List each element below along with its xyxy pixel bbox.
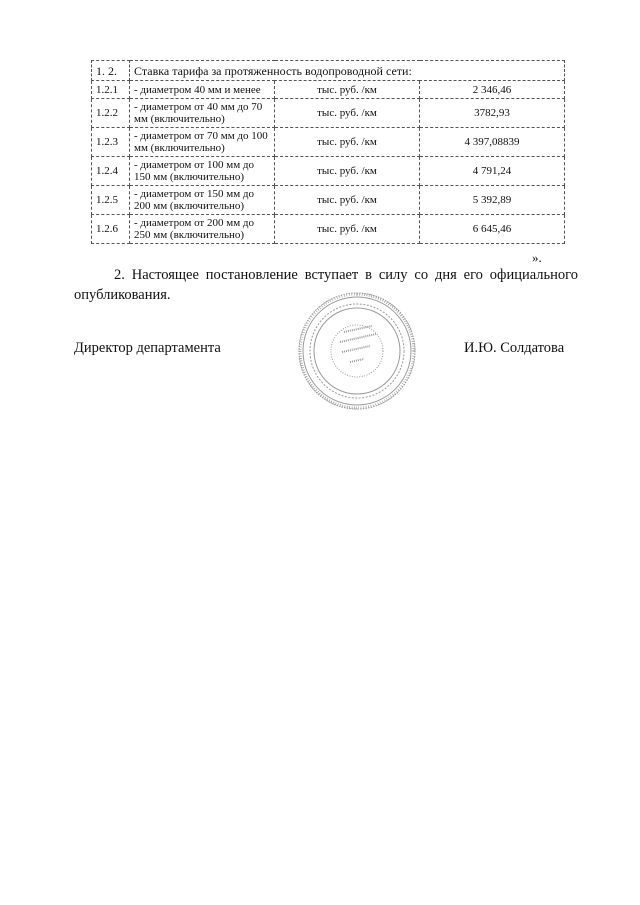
row-unit: тыс. руб. /км: [275, 128, 420, 157]
header-number: 1. 2.: [92, 61, 130, 81]
row-number: 1.2.2: [92, 99, 130, 128]
row-value: 4 397,08839: [420, 128, 565, 157]
row-description: - диаметром от 40 мм до 70 мм (включительно): [130, 99, 275, 128]
table-row: [92, 81, 565, 99]
row-number: 1.2.6: [92, 215, 130, 244]
row-number: 1.2.4: [92, 157, 130, 186]
table-row: [92, 215, 565, 244]
row-number: 1.2.5: [92, 186, 130, 215]
row-description: - диаметром от 150 мм до 200 мм (включительно): [130, 186, 275, 215]
header-text: Ставка тарифа за протяженность водопроводной сети:: [130, 61, 565, 81]
row-number: 1.2.1: [92, 81, 130, 99]
table-row: [92, 157, 565, 186]
signatory-name: И.Ю. Солдатова: [464, 340, 565, 356]
row-value: 6 645,46: [420, 215, 565, 244]
row-unit: тыс. руб. /км: [275, 186, 420, 215]
row-description: - диаметром от 200 мм до 250 мм (включительно): [130, 215, 275, 244]
table-row: [92, 99, 565, 128]
closing-quote: ».: [532, 250, 542, 265]
effective-date-paragraph: 2. Настоящее постановление вступает в силу со дня его официального опубликования.: [74, 267, 578, 303]
row-value: 4 791,24: [420, 157, 565, 186]
official-seal-stamp: [296, 290, 418, 412]
row-description: - диаметром от 70 мм до 100 мм (включительно): [130, 128, 275, 157]
row-description: - диаметром от 100 мм до 150 мм (включительно): [130, 157, 275, 186]
table-row: [92, 186, 565, 215]
signatory-position: Директор департамента: [74, 340, 221, 356]
row-unit: тыс. руб. /км: [275, 157, 420, 186]
row-unit: тыс. руб. /км: [275, 99, 420, 128]
row-value: 3782,93: [420, 99, 565, 128]
row-value: 5 392,89: [420, 186, 565, 215]
row-unit: тыс. руб. /км: [275, 81, 420, 99]
table-header-row: [92, 61, 565, 81]
row-unit: тыс. руб. /км: [275, 215, 420, 244]
row-number: 1.2.3: [92, 128, 130, 157]
tariff-table: [91, 60, 565, 244]
row-description: - диаметром 40 мм и менее: [130, 81, 275, 99]
row-value: 2 346,46: [420, 81, 565, 99]
table-row: [92, 128, 565, 157]
